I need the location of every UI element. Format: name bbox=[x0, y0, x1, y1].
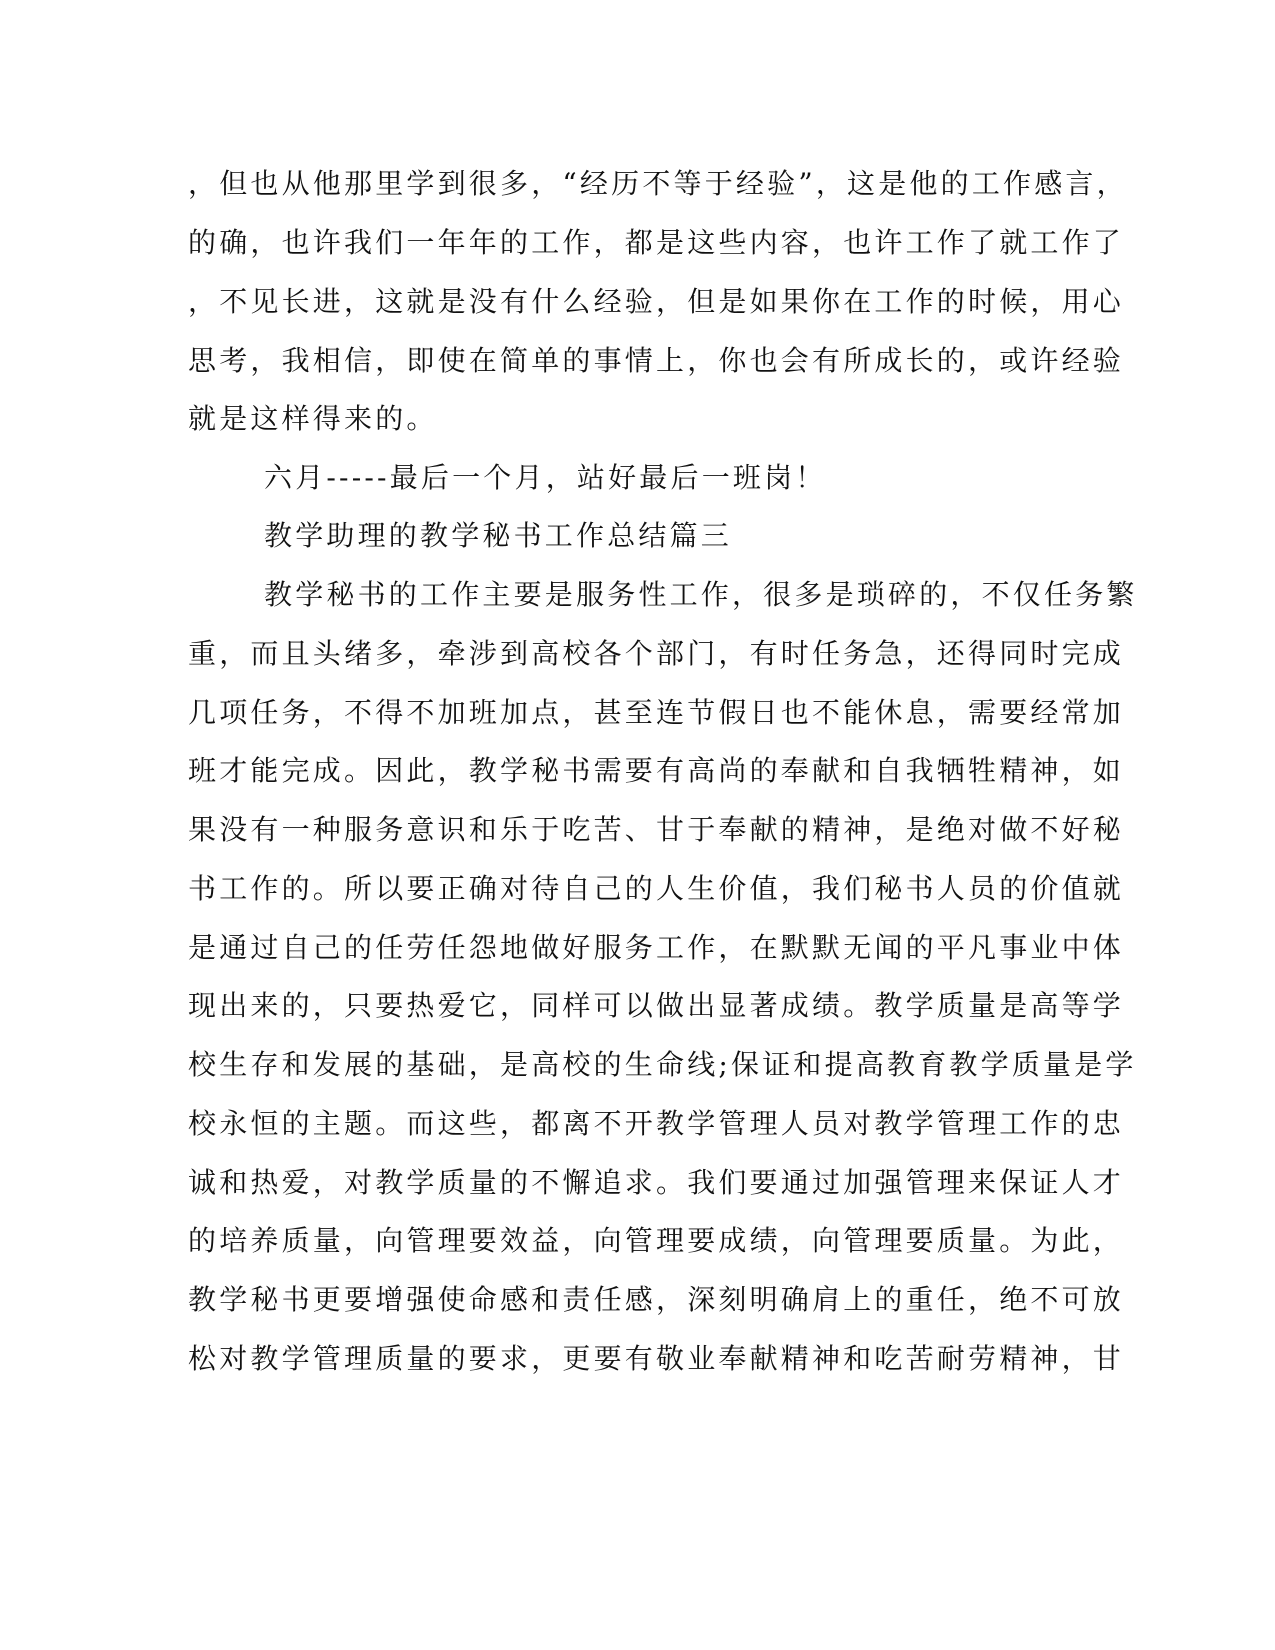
text-line: 校永恒的主题。而这些，都离不开教学管理人员对教学管理工作的忠 bbox=[188, 1107, 1125, 1140]
text-line: 的确，也许我们一年年的工作，都是这些内容，也许工作了就工作了 bbox=[188, 226, 1125, 259]
text-line: ，但也从他那里学到很多，“经历不等于经验”，这是他的工作感言， bbox=[188, 167, 1128, 200]
text-line: 思考，我相信，即使在简单的事情上，你也会有所成长的，或许经验 bbox=[188, 344, 1125, 377]
text-line: 教学秘书的工作主要是服务性工作，很多是琐碎的，不仅任务繁 bbox=[264, 578, 1138, 611]
text-line: 教学秘书更要增强使命感和责任感，深刻明确肩上的重任，绝不可放 bbox=[188, 1283, 1125, 1316]
text-line: 就是这样得来的。 bbox=[188, 402, 438, 435]
text-line: 六月-----最后一个月，站好最后一班岗！ bbox=[264, 461, 827, 494]
text-line: 的培养质量，向管理要效益，向管理要成绩，向管理要质量。为此， bbox=[188, 1224, 1125, 1257]
section-heading: 教学助理的教学秘书工作总结篇三 bbox=[264, 519, 733, 552]
text-line: 现出来的，只要热爱它，同样可以做出显著成绩。教学质量是高等学 bbox=[188, 989, 1125, 1022]
text-line: 是通过自己的任劳任怨地做好服务工作，在默默无闻的平凡事业中体 bbox=[188, 931, 1125, 964]
text-line: 果没有一种服务意识和乐于吃苦、甘于奉献的精神，是绝对做不好秘 bbox=[188, 813, 1125, 846]
text-line: 校生存和发展的基础，是高校的生命线;保证和提高教育教学质量是学 bbox=[188, 1048, 1137, 1081]
text-line: 重，而且头绪多，牵涉到高校各个部门，有时任务急，还得同时完成 bbox=[188, 637, 1125, 670]
text-line: 松对教学管理质量的要求，更要有敬业奉献精神和吃苦耐劳精神，甘 bbox=[188, 1342, 1125, 1375]
text-line: 班才能完成。因此，教学秘书需要有高尚的奉献和自我牺牲精神，如 bbox=[188, 754, 1125, 787]
text-line: 诚和热爱，对教学质量的不懈追求。我们要通过加强管理来保证人才 bbox=[188, 1166, 1125, 1199]
text-line: 书工作的。所以要正确对待自己的人生价值，我们秘书人员的价值就 bbox=[188, 872, 1125, 905]
text-line: ，不见长进，这就是没有什么经验，但是如果你在工作的时候，用心 bbox=[188, 285, 1125, 318]
text-line: 几项任务，不得不加班加点，甚至连节假日也不能休息，需要经常加 bbox=[188, 696, 1125, 729]
